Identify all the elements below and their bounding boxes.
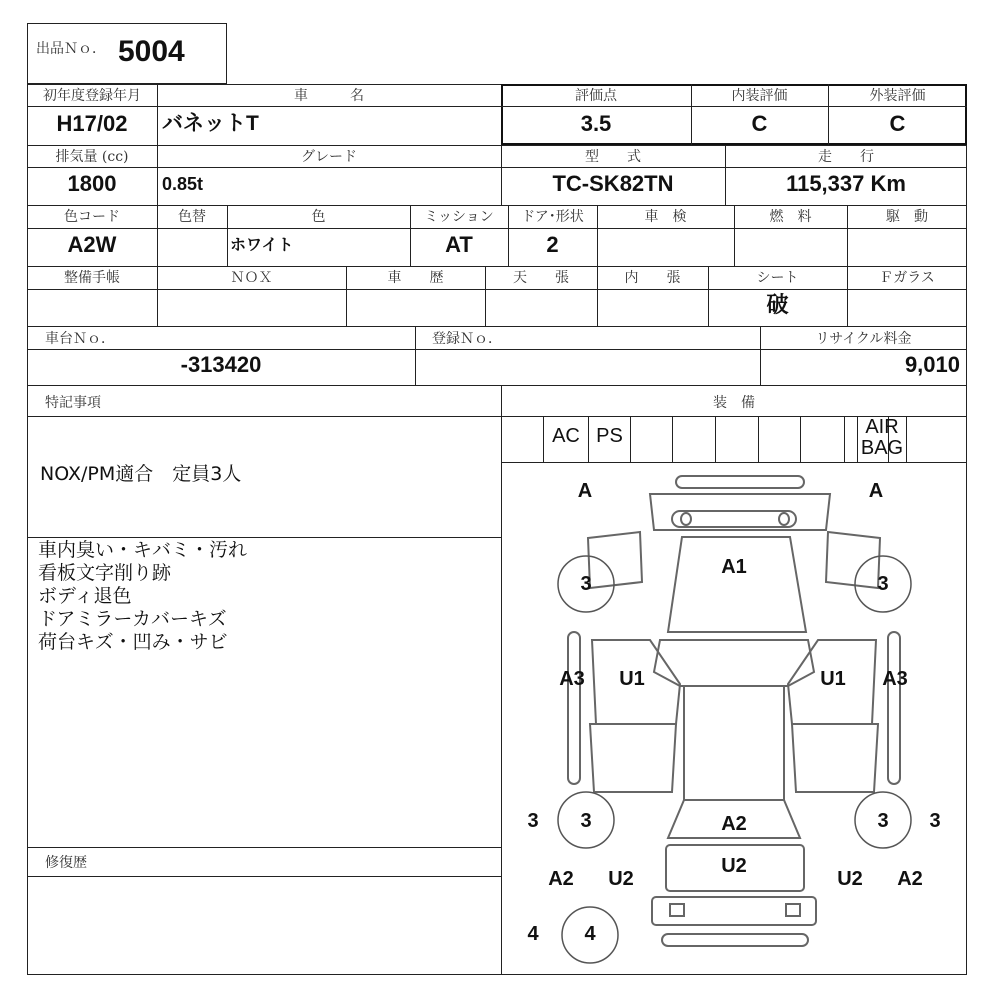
equipment-cell [631, 416, 673, 462]
mark-left-rear-outer: 3 [527, 810, 539, 832]
equipment-cell [716, 416, 759, 462]
lot-label: 出品Ｎｏ． [36, 41, 106, 57]
row1-divider-left [27, 106, 501, 107]
row4-divider [27, 289, 967, 290]
mission-value: AT [445, 232, 473, 257]
mark-right-rear-side: A2 [897, 868, 923, 890]
exterior-label: 外装評価 [869, 88, 926, 104]
repair-divider [27, 876, 501, 877]
score-label: 評価点 [575, 88, 617, 104]
mark-front-left: A [577, 480, 593, 502]
nox-label: ＮＯＸ [230, 270, 273, 286]
repair-label: 修復歴 [45, 855, 87, 871]
lot-number: 5004 [118, 35, 185, 68]
row5-col1 [415, 326, 416, 385]
mark-tailgate: U2 [721, 855, 747, 877]
history-label: 車 歴 [387, 270, 444, 286]
interior-label: 内装評価 [731, 88, 788, 104]
row2-divider [27, 167, 967, 168]
year-label: 初年度登録年月 [43, 88, 141, 104]
row5-divider [27, 349, 967, 350]
repaint-label: 色替 [178, 209, 206, 225]
mark-left-door: U1 [619, 668, 645, 690]
mark-spare: 4 [584, 923, 596, 945]
mileage-label: 走 行 [818, 149, 874, 165]
row4-bottom [27, 326, 967, 327]
equipment-cell [857, 416, 907, 462]
door-label: ドア･形状 [521, 209, 584, 225]
name-value: バネットT [162, 112, 259, 135]
mark-bed: A2 [721, 813, 747, 835]
mark-spare-outer: 4 [527, 923, 539, 945]
mark-left-side: A3 [559, 668, 585, 690]
recycle-label: リサイクル料金 [815, 331, 912, 347]
mark-right-front-wheel: 3 [877, 573, 889, 595]
name-label: 車 名 [294, 88, 364, 104]
displacement-label: 排気量 (cc) [55, 149, 129, 165]
color-code-label: 色コード [64, 209, 120, 225]
row1-bottom [27, 145, 967, 146]
remarks-line: 車内臭い・キバミ・汚れ [38, 539, 248, 561]
seat-label: シート [756, 270, 799, 286]
grade-label: グレード [301, 149, 357, 165]
mark-left-rear-u: U2 [608, 868, 634, 890]
mission-label: ミッション [424, 209, 494, 225]
glass-label: Ｆガラス [879, 270, 935, 286]
exterior-value: C [889, 111, 906, 136]
mark-right-door: U1 [820, 668, 846, 690]
equipment-label-text: AIR BAG [860, 416, 904, 459]
remarks-line: ボディ退色 [38, 585, 132, 607]
score-value: 3.5 [580, 111, 612, 136]
year-value: H17/02 [56, 111, 128, 136]
chassis-value: -313420 [180, 352, 262, 377]
color-value: ホワイト [230, 237, 294, 254]
equipment-label-text: AC [552, 425, 580, 447]
interior-value: C [751, 111, 768, 136]
remarks-label: 特記事項 [45, 395, 101, 411]
row2-bottom [27, 205, 967, 206]
displacement-value: 1800 [67, 171, 117, 196]
mark-left-rear-side: A2 [548, 868, 574, 890]
row5-bottom [27, 385, 967, 386]
equipment-cell [544, 416, 589, 462]
seat-value: 破 [766, 293, 789, 318]
remarks-split [27, 537, 501, 538]
recycle-value: 9,010 [904, 352, 960, 377]
remarks-line: ドアミラーカバーキズ [38, 608, 227, 630]
equipment-label-text: PS [596, 425, 623, 447]
equipment-cell [589, 416, 631, 462]
score-divider [501, 106, 967, 107]
mark-right-side: A3 [882, 668, 908, 690]
fuel-label: 燃 料 [769, 209, 812, 225]
drive-label: 駆 動 [886, 209, 928, 225]
mark-right-rear-u: U2 [837, 868, 863, 890]
equipment-row [501, 416, 967, 462]
mark-right-rear-outer: 3 [929, 810, 941, 832]
car-diagram [502, 463, 966, 974]
mileage-value: 115,337 Km [786, 171, 906, 196]
door-value: 2 [546, 232, 559, 257]
grade-value: 0.85t [162, 174, 204, 194]
chassis-label: 車台Ｎｏ． [45, 331, 115, 347]
remarks-line: 荷台キズ・凹み・サビ [38, 631, 228, 653]
repair-top [27, 847, 501, 848]
inspection-label: 車 検 [644, 209, 687, 225]
registration-label: 登録Ｎｏ． [432, 331, 502, 347]
interior-lining-label: 内 張 [624, 270, 681, 286]
row3-bottom [27, 266, 967, 267]
color-code-value: A2W [67, 232, 117, 257]
equipment-cell [673, 416, 716, 462]
mark-right-rear-wheel: 3 [877, 810, 889, 832]
ceiling-label: 天 張 [513, 270, 569, 286]
mark-hood: A1 [721, 556, 747, 578]
maintenance-label: 整備手帳 [64, 270, 120, 286]
color-label: 色 [311, 209, 326, 225]
mark-left-front-wheel: 3 [580, 573, 592, 595]
model-value: TC-SK82TN [552, 171, 674, 196]
model-label: 型 式 [585, 149, 641, 165]
mark-front-right: A [868, 480, 884, 502]
equipment-label: 装 備 [713, 395, 755, 411]
mark-left-rear-wheel: 3 [580, 810, 592, 832]
equipment-cell [759, 416, 801, 462]
equipment-cell [801, 416, 845, 462]
remarks-line: 看板文字削り跡 [38, 562, 172, 584]
remarks-top-line: NOX/PM適合 定員3人 [40, 463, 242, 485]
row3-divider [27, 228, 967, 229]
equipment-cell [501, 416, 544, 462]
